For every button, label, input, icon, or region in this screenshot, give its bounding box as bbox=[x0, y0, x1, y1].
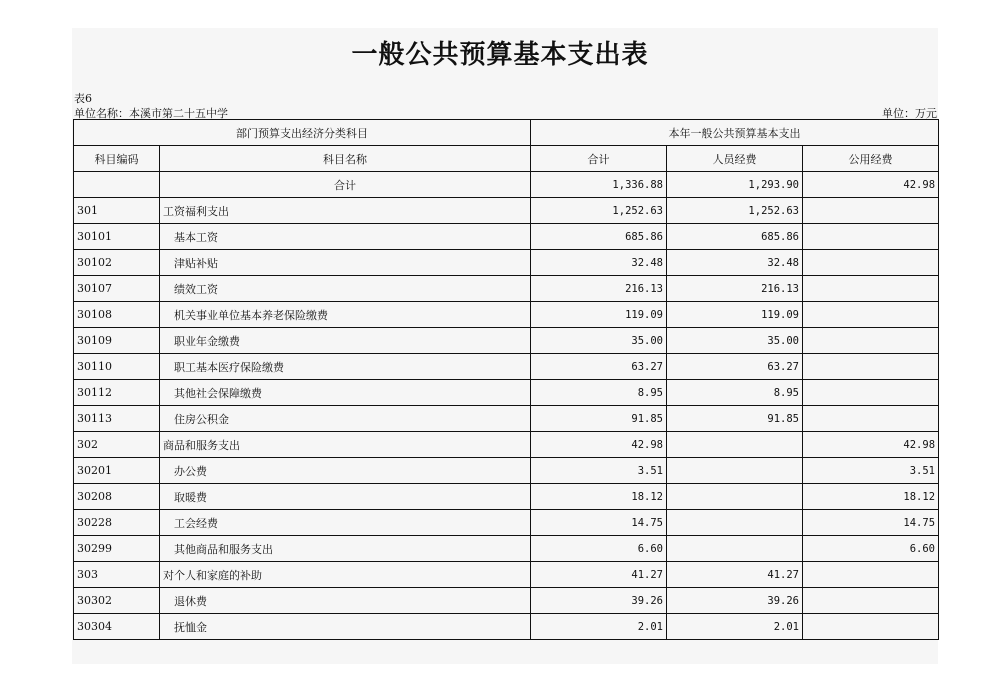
public-cell bbox=[803, 198, 939, 224]
personnel-cell: 119.09 bbox=[667, 302, 803, 328]
table-row bbox=[74, 406, 939, 432]
total-cell: 39.26 bbox=[531, 588, 667, 614]
header-basic-expenditure: 本年一般公共预算基本支出 bbox=[531, 120, 939, 146]
personnel-cell: 63.27 bbox=[667, 354, 803, 380]
personnel-cell: 685.86 bbox=[667, 224, 803, 250]
name-cell: 退休费 bbox=[160, 588, 531, 614]
table-row bbox=[74, 510, 939, 536]
public-cell bbox=[803, 562, 939, 588]
header-code: 科目编码 bbox=[74, 146, 160, 172]
code-cell: 30304 bbox=[74, 614, 160, 640]
name-cell: 其他社会保障缴费 bbox=[160, 380, 531, 406]
name-cell: 对个人和家庭的补助 bbox=[160, 562, 531, 588]
unit-name-label: 单位名称：本溪市第二十五中学 bbox=[74, 107, 228, 120]
total-cell: 1,252.63 bbox=[531, 198, 667, 224]
personnel-cell: 1,293.90 bbox=[667, 172, 803, 198]
code-cell: 30102 bbox=[74, 250, 160, 276]
code-cell: 30109 bbox=[74, 328, 160, 354]
personnel-cell: 32.48 bbox=[667, 250, 803, 276]
public-cell bbox=[803, 588, 939, 614]
name-cell: 办公费 bbox=[160, 458, 531, 484]
code-cell: 302 bbox=[74, 432, 160, 458]
table-row bbox=[74, 198, 939, 224]
public-cell bbox=[803, 354, 939, 380]
code-cell: 301 bbox=[74, 198, 160, 224]
personnel-cell bbox=[667, 536, 803, 562]
table-row bbox=[74, 458, 939, 484]
total-cell: 119.09 bbox=[531, 302, 667, 328]
personnel-cell: 39.26 bbox=[667, 588, 803, 614]
personnel-cell bbox=[667, 432, 803, 458]
total-cell: 3.51 bbox=[531, 458, 667, 484]
personnel-cell bbox=[667, 458, 803, 484]
header-total: 合计 bbox=[531, 146, 667, 172]
code-cell: 30228 bbox=[74, 510, 160, 536]
personnel-cell bbox=[667, 484, 803, 510]
header-public: 公用经费 bbox=[803, 146, 939, 172]
name-cell: 其他商品和服务支出 bbox=[160, 536, 531, 562]
total-cell: 8.95 bbox=[531, 380, 667, 406]
code-cell: 30110 bbox=[74, 354, 160, 380]
table-row bbox=[74, 432, 939, 458]
public-cell bbox=[803, 380, 939, 406]
total-cell: 32.48 bbox=[531, 250, 667, 276]
public-cell bbox=[803, 224, 939, 250]
total-cell: 91.85 bbox=[531, 406, 667, 432]
table-row bbox=[74, 536, 939, 562]
total-cell: 63.27 bbox=[531, 354, 667, 380]
code-cell: 30113 bbox=[74, 406, 160, 432]
code-cell: 30108 bbox=[74, 302, 160, 328]
total-cell: 1,336.88 bbox=[531, 172, 667, 198]
name-cell: 绩效工资 bbox=[160, 276, 531, 302]
personnel-cell: 1,252.63 bbox=[667, 198, 803, 224]
public-cell bbox=[803, 276, 939, 302]
personnel-cell: 216.13 bbox=[667, 276, 803, 302]
code-cell: 30101 bbox=[74, 224, 160, 250]
header-personnel: 人员经费 bbox=[667, 146, 803, 172]
header-group-row bbox=[74, 120, 939, 146]
total-cell: 35.00 bbox=[531, 328, 667, 354]
total-cell: 18.12 bbox=[531, 484, 667, 510]
name-cell: 工会经费 bbox=[160, 510, 531, 536]
table-row bbox=[74, 614, 939, 640]
total-cell: 6.60 bbox=[531, 536, 667, 562]
code-cell: 30208 bbox=[74, 484, 160, 510]
header-name: 科目名称 bbox=[160, 146, 531, 172]
public-cell: 6.60 bbox=[803, 536, 939, 562]
total-cell: 216.13 bbox=[531, 276, 667, 302]
public-cell: 42.98 bbox=[803, 432, 939, 458]
personnel-cell: 91.85 bbox=[667, 406, 803, 432]
name-cell: 机关事业单位基本养老保险缴费 bbox=[160, 302, 531, 328]
personnel-cell bbox=[667, 510, 803, 536]
personnel-cell: 2.01 bbox=[667, 614, 803, 640]
name-cell: 职工基本医疗保险缴费 bbox=[160, 354, 531, 380]
header-column-row bbox=[74, 146, 939, 172]
table-row bbox=[74, 224, 939, 250]
total-cell: 685.86 bbox=[531, 224, 667, 250]
table-row bbox=[74, 172, 939, 198]
document-title: 一般公共预算基本支出表 bbox=[351, 40, 649, 70]
total-cell: 14.75 bbox=[531, 510, 667, 536]
name-cell: 工资福利支出 bbox=[160, 198, 531, 224]
table-row bbox=[74, 276, 939, 302]
personnel-cell: 8.95 bbox=[667, 380, 803, 406]
code-cell: 30107 bbox=[74, 276, 160, 302]
table-row bbox=[74, 250, 939, 276]
code-cell: 30112 bbox=[74, 380, 160, 406]
name-cell: 商品和服务支出 bbox=[160, 432, 531, 458]
total-cell: 42.98 bbox=[531, 432, 667, 458]
name-cell: 抚恤金 bbox=[160, 614, 531, 640]
name-cell: 取暖费 bbox=[160, 484, 531, 510]
public-cell bbox=[803, 302, 939, 328]
public-cell bbox=[803, 406, 939, 432]
table-row bbox=[74, 328, 939, 354]
code-cell bbox=[74, 172, 160, 198]
code-cell: 30302 bbox=[74, 588, 160, 614]
currency-unit-label: 单位：万元 bbox=[882, 107, 937, 120]
public-cell: 42.98 bbox=[803, 172, 939, 198]
personnel-cell: 41.27 bbox=[667, 562, 803, 588]
name-cell: 职业年金缴费 bbox=[160, 328, 531, 354]
name-cell: 基本工资 bbox=[160, 224, 531, 250]
name-cell: 住房公积金 bbox=[160, 406, 531, 432]
table-number: 表6 bbox=[74, 92, 92, 105]
public-cell: 14.75 bbox=[803, 510, 939, 536]
public-cell: 18.12 bbox=[803, 484, 939, 510]
code-cell: 303 bbox=[74, 562, 160, 588]
personnel-cell: 35.00 bbox=[667, 328, 803, 354]
budget-table bbox=[73, 119, 939, 640]
total-cell: 41.27 bbox=[531, 562, 667, 588]
table-row bbox=[74, 380, 939, 406]
name-cell: 合计 bbox=[160, 172, 531, 198]
code-cell: 30299 bbox=[74, 536, 160, 562]
public-cell: 3.51 bbox=[803, 458, 939, 484]
table-row bbox=[74, 484, 939, 510]
page-bottom-margin bbox=[0, 664, 1000, 700]
table-row bbox=[74, 302, 939, 328]
name-cell: 津贴补贴 bbox=[160, 250, 531, 276]
table-row bbox=[74, 562, 939, 588]
public-cell bbox=[803, 614, 939, 640]
public-cell bbox=[803, 328, 939, 354]
code-cell: 30201 bbox=[74, 458, 160, 484]
table-row bbox=[74, 354, 939, 380]
public-cell bbox=[803, 250, 939, 276]
total-cell: 2.01 bbox=[531, 614, 667, 640]
header-economic-classification: 部门预算支出经济分类科目 bbox=[74, 120, 531, 146]
table-row bbox=[74, 588, 939, 614]
